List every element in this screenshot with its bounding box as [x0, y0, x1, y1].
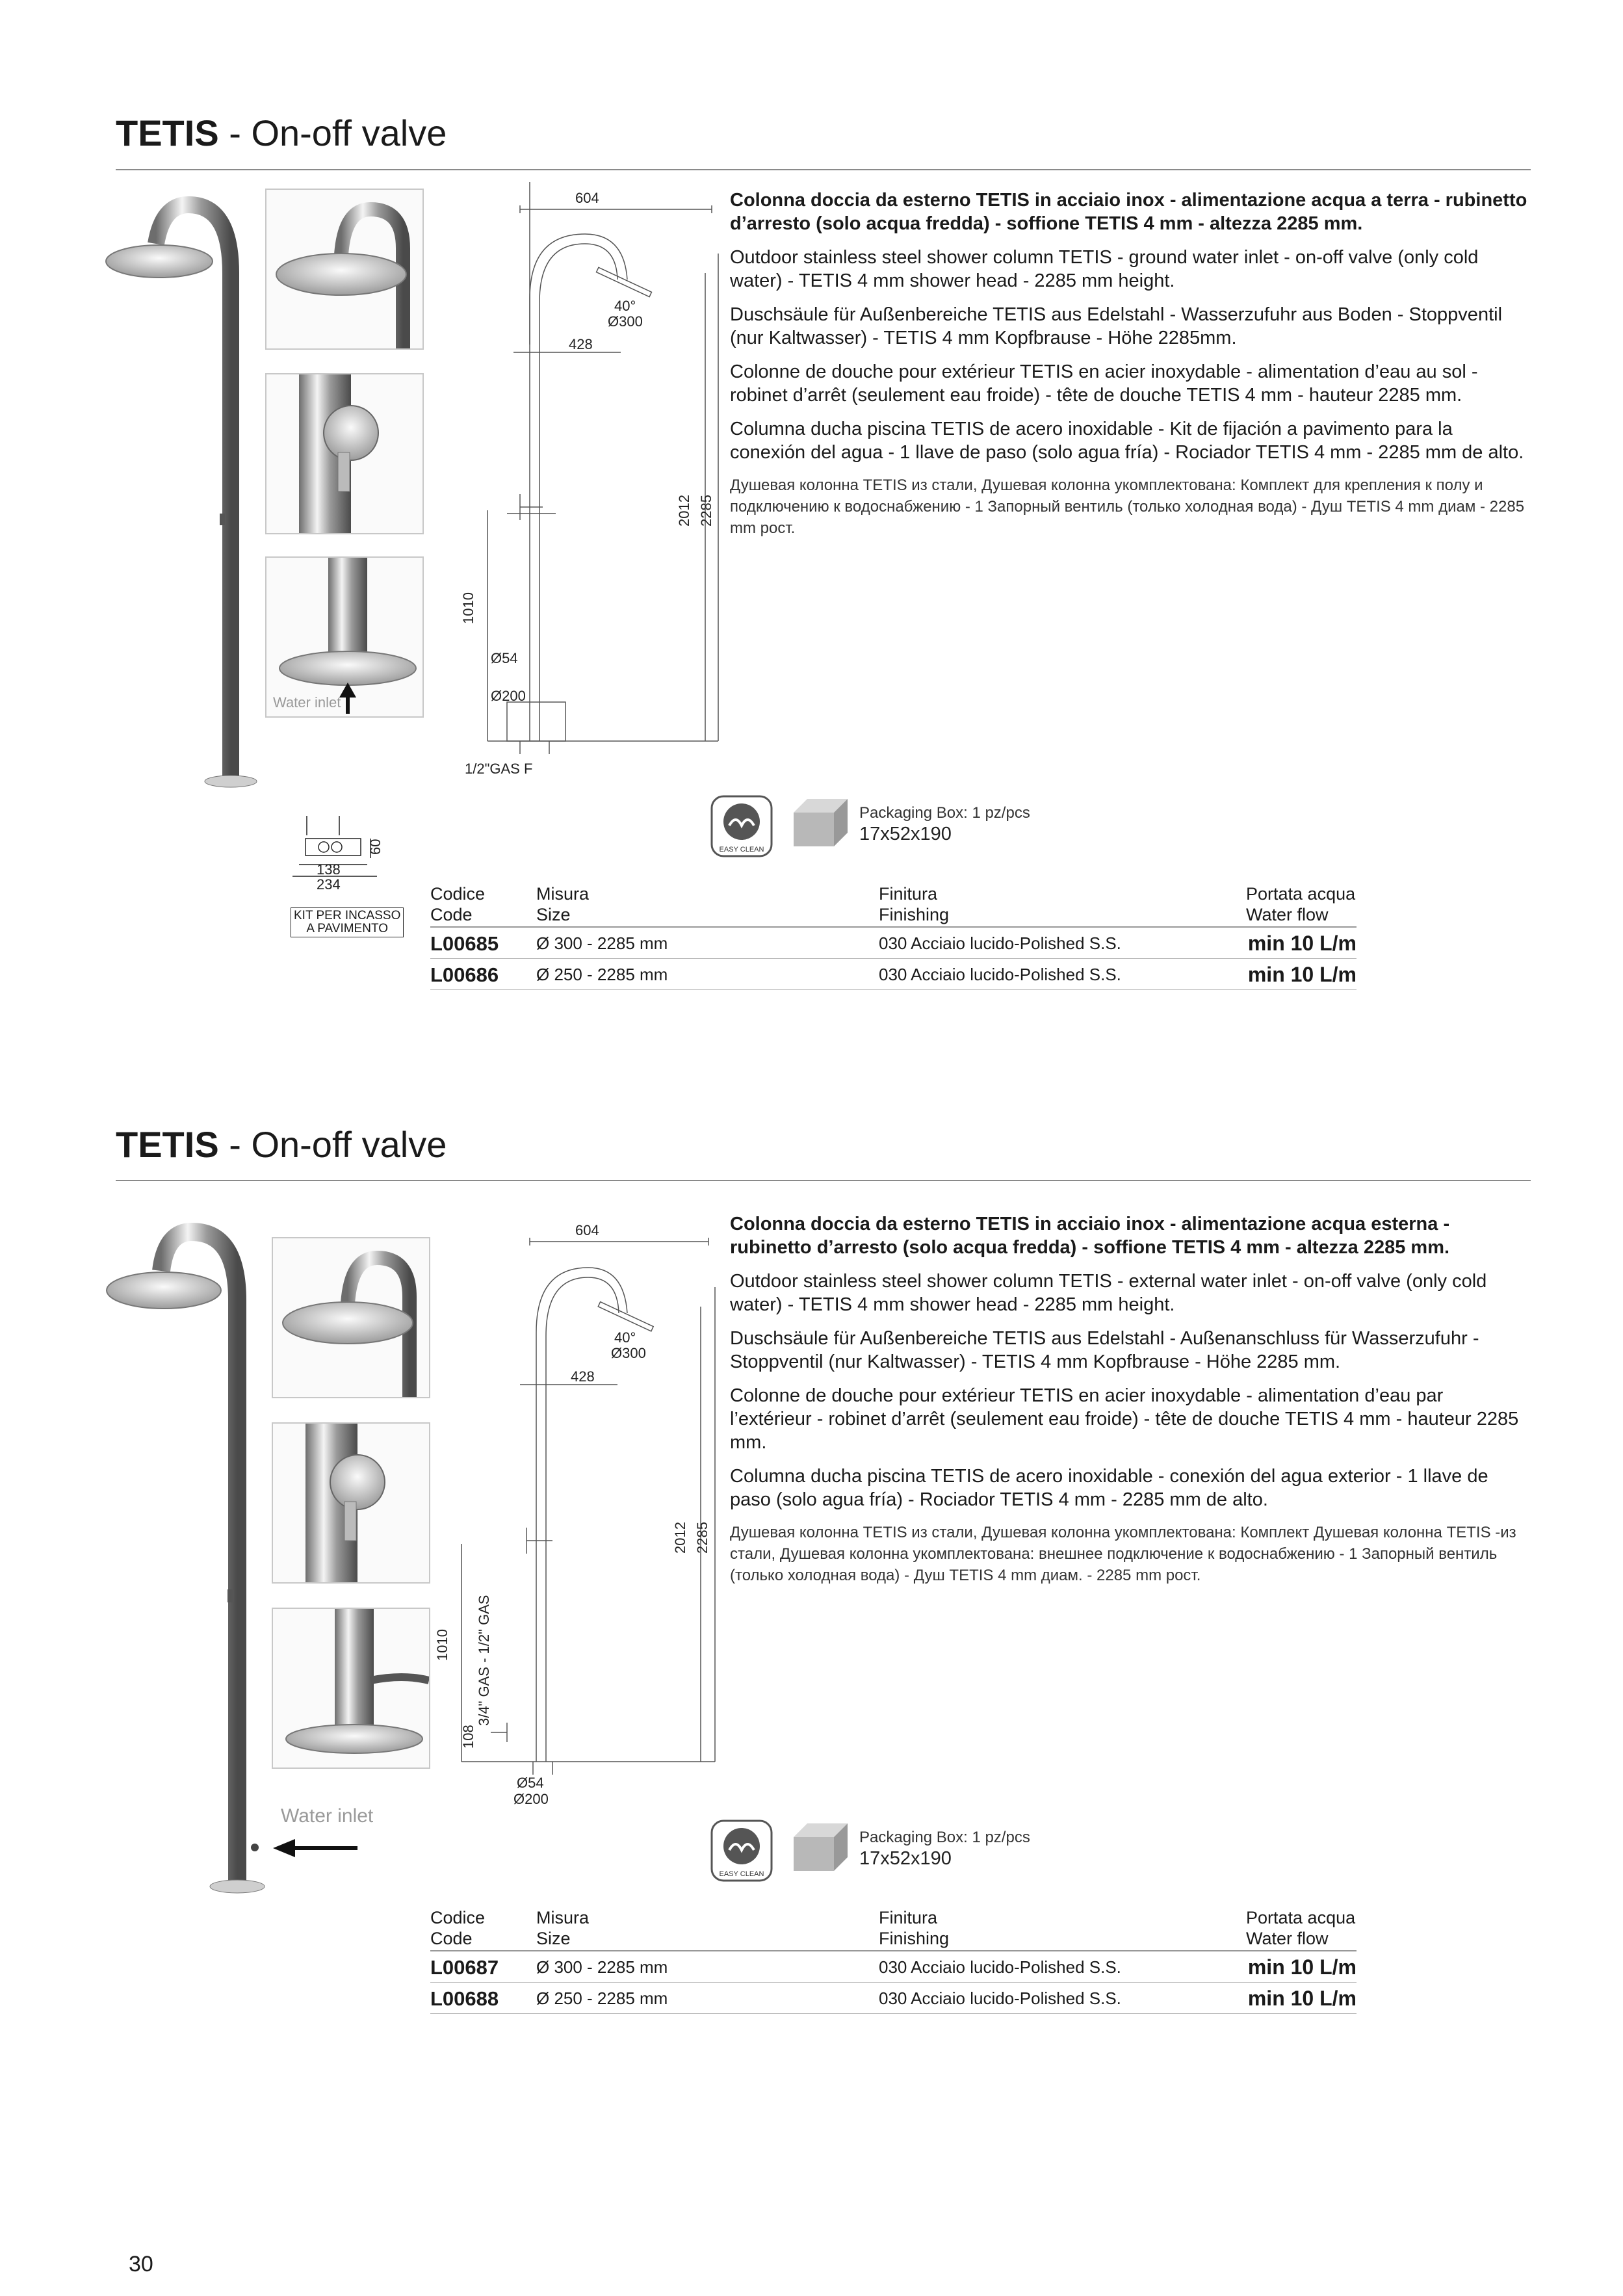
desc-it-2: Colonna doccia da esterno TETIS in acciaio inox - alimentazione acqua esterna - rubinetto d’arresto (solo acqua fredda) - soffione TETIS 4 mm - altezza 2285 mm. [730, 1214, 1450, 1258]
technical-drawing-2 [429, 1216, 728, 1814]
dim-428-2: 428 [571, 1368, 595, 1385]
desc-it: Colonna doccia da esterno TETIS in acciaio inox - alimentazione acqua a terra - rubinetto d’arresto (solo acqua fredda) - soffione TETIS 4 mm - altezza 2285 mm. [730, 190, 1527, 234]
desc-en: Outdoor stainless steel shower column TETIS - ground water inlet - on-off valve (only cold water) - TETIS 4 mm shower head - 2285 mm height. [730, 247, 1479, 291]
dim-1010: 1010 [460, 592, 476, 624]
product-table-1 [430, 883, 1357, 990]
table-row: L00686 Ø 250 - 2285 mm 030 Acciaio lucido-Polished S.S. min 10 L/m [430, 959, 1357, 990]
desc-ru: Душевая колонна TETIS из стали, Душевая колонна укомплектована: Комплект для крепления к полу и подключению к водоснабжению - 1 Запорный вентиль (только холодная вода) - Душ TETIS 4 mm диам - 2285 mm рост. [730, 476, 1525, 537]
dim-gas-2: 3/4" GAS - 1/2" GAS [476, 1595, 492, 1726]
dim-108: 108 [460, 1725, 476, 1749]
section1-description [730, 189, 1529, 549]
water-inlet-caption: Water inlet [273, 694, 341, 711]
detail-photo-shower-head [265, 189, 424, 350]
packaging-box-icon-2 [792, 1821, 850, 1872]
table-header-row [430, 1907, 1357, 1951]
detail-photo-base-inlet [265, 556, 424, 718]
product-table-2 [430, 1907, 1357, 2014]
kit-dim-234: 234 [317, 876, 341, 893]
dim-54-2: Ø54 [517, 1775, 544, 1791]
section2-title: TETIS - On-off valve [116, 1124, 447, 1165]
dim-604-2: 604 [575, 1222, 599, 1238]
easy-clean-icon [710, 794, 773, 858]
dim-2285: 2285 [698, 495, 714, 527]
dim-2012: 2012 [676, 495, 692, 527]
kit-dim-138: 138 [317, 861, 341, 878]
detail-photo-valve-2 [272, 1422, 430, 1584]
header-flow: Portata acqua Water flow [1246, 1907, 1357, 1951]
desc-ru-2: Душевая колонна TETIS из стали, Душевая колонна укомплектована: Комплект Душевая колонна TETIS -из стали, Душевая колонна укомплектована: внешнее подключение к водоснабжению - 1 Запорный вентиль (только холодная вода) - Душ TETIS 4 mm диам. - 2285 mm рост. [730, 1524, 1516, 1584]
dim-300-2: Ø300 [611, 1345, 646, 1361]
detail-photo-shower-head-2 [272, 1237, 430, 1398]
floor-kit-label: KIT PER INCASSO A PAVIMENTO [291, 907, 404, 937]
header-flow: Portata acqua Water flow [1246, 883, 1357, 927]
dim-54: Ø54 [491, 650, 518, 666]
header-code: Codice Code [430, 883, 536, 927]
packaging-label: Packaging Box: 1 pz/pcs [859, 804, 1030, 822]
dim-604: 604 [575, 190, 599, 206]
header-size: Misura Size [536, 1907, 879, 1951]
packaging-box-icon [792, 797, 850, 848]
dim-1010-2: 1010 [434, 1629, 450, 1661]
dim-300: Ø300 [608, 313, 643, 330]
easy-clean-icon-2 [710, 1819, 773, 1883]
dim-angle-2: 40° [614, 1329, 636, 1346]
table-row: L00685 Ø 300 - 2285 mm 030 Acciaio lucido-Polished S.S. min 10 L/m [430, 927, 1357, 959]
table-row: L00687 Ø 300 - 2285 mm 030 Acciaio lucido-Polished S.S. min 10 L/m [430, 1951, 1357, 1983]
section1-rule [116, 169, 1531, 170]
detail-photo-valve [265, 373, 424, 534]
header-code: Codice Code [430, 1907, 536, 1951]
desc-de-2: Duschsäule für Außenbereiche TETIS aus Edelstahl - Außenanschluss für Wasserzufuhr - Stoppventil (nur Kaltwasser) - TETIS 4 mm Kopfbrause - Höhe 2285 mm. [730, 1328, 1479, 1372]
desc-en-2: Outdoor stainless steel shower column TETIS - external water inlet - on-off valve (only cold water) - TETIS 4 mm shower head - 2285 mm height. [730, 1271, 1487, 1315]
product-image-external-inlet [104, 1222, 273, 1911]
dim-2285-2: 2285 [694, 1522, 710, 1554]
table-row: L00688 Ø 250 - 2285 mm 030 Acciaio lucido-Polished S.S. min 10 L/m [430, 1983, 1357, 2014]
svg-text:EASY CLEAN: EASY CLEAN [719, 846, 764, 854]
technical-drawing-1 [448, 182, 721, 793]
dim-gas: 1/2"GAS F [465, 761, 533, 777]
floor-kit-drawing [279, 809, 383, 900]
packaging-dims: 17x52x190 [859, 824, 952, 844]
packaging-dims-2: 17x52x190 [859, 1848, 952, 1869]
dim-2012-2: 2012 [672, 1522, 688, 1554]
svg-text:EASY CLEAN: EASY CLEAN [719, 1870, 764, 1878]
water-inlet-caption-2: Water inlet [281, 1805, 374, 1827]
dim-angle: 40° [614, 298, 636, 314]
section1-title: TETIS - On-off valve [116, 112, 447, 153]
table-header-row [430, 883, 1357, 927]
detail-photo-side-inlet [272, 1608, 430, 1769]
desc-fr-2: Colonne de douche pour extérieur TETIS en acier inoxydable - alimentation d’eau par l’extérieur - robinet d’arrêt (seulement eau froide) - tête de douche TETIS 4 mm - hauteur 2285 mm. [730, 1385, 1519, 1453]
desc-es: Columna ducha piscina TETIS de acero inoxidable - Kit de fijación a pavimento para la conexión del agua - 1 llave de paso (solo agua fría) - Rociador TETIS 4 mm - 2285 mm de alto. [730, 419, 1524, 463]
kit-dim-60: 60 [367, 839, 383, 855]
page-number: 30 [129, 2252, 153, 2276]
water-inlet-arrow-icon [273, 1837, 361, 1859]
desc-fr: Colonne de douche pour extérieur TETIS en acier inoxydable - alimentation d’eau au sol - robinet d’arrêt (seulement eau froide) - tête de douche TETIS 4 mm - hauteur 2285 mm. [730, 361, 1478, 406]
desc-de: Duschsäule für Außenbereiche TETIS aus Edelstahl - Wasserzufuhr aus Boden - Stoppventil (nur Kaltwasser) - TETIS 4 mm Kopfbrause - Höhe 2285mm. [730, 304, 1503, 348]
header-finish: Finitura Finishing [879, 883, 1246, 927]
desc-es-2: Columna ducha piscina TETIS de acero inoxidable - conexión del agua exterior - 1 llave de paso (solo agua fría) - Rociador TETIS 4 mm - 2285 mm de alto. [730, 1466, 1488, 1510]
dim-200-2: Ø200 [513, 1791, 549, 1807]
section2-rule [116, 1180, 1531, 1181]
dim-428: 428 [569, 336, 593, 352]
header-size: Misura Size [536, 883, 879, 927]
product-image-ground-inlet [104, 189, 273, 800]
packaging-label-2: Packaging Box: 1 pz/pcs [859, 1829, 1030, 1846]
section2-description [730, 1212, 1529, 1597]
dim-200: Ø200 [491, 688, 526, 704]
header-finish: Finitura Finishing [879, 1907, 1246, 1951]
